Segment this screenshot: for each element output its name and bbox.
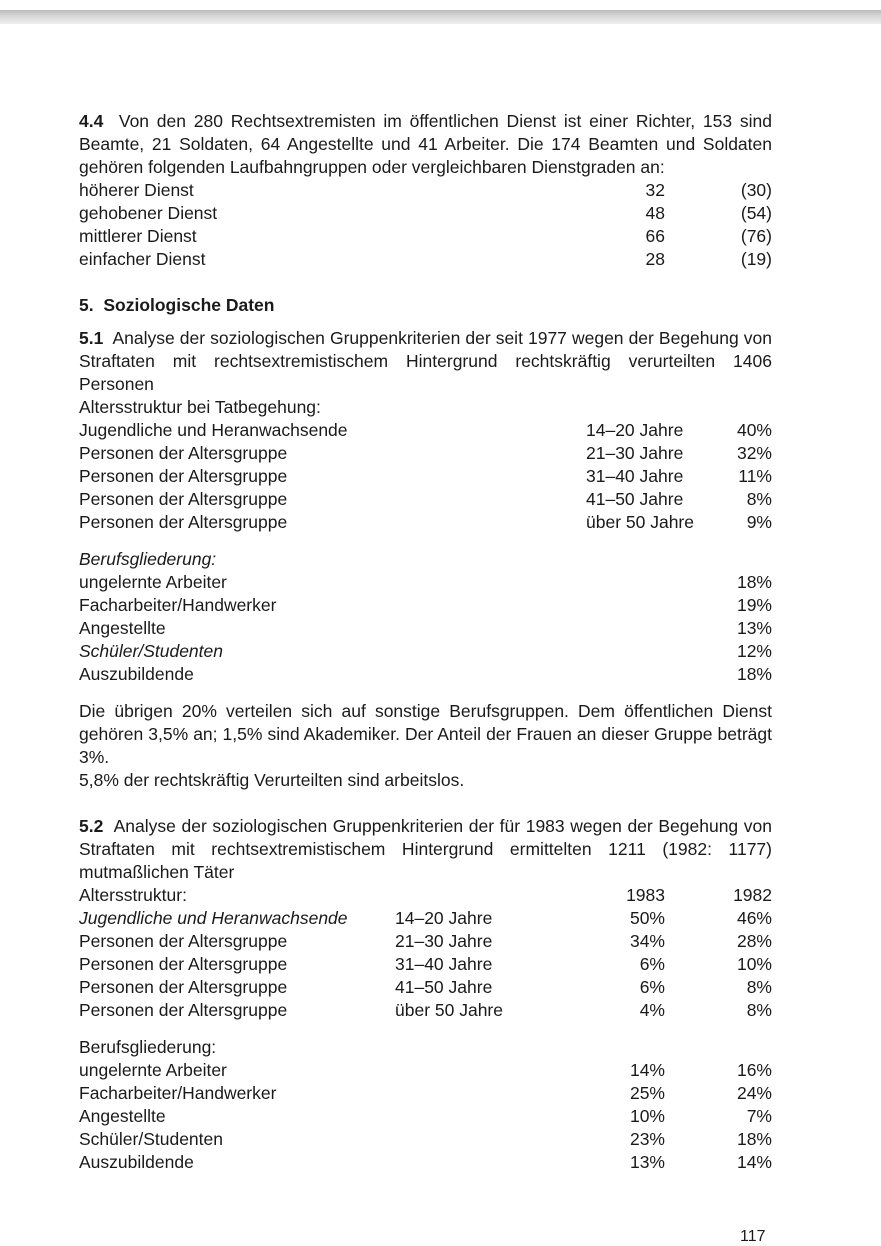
table-row — [79, 907, 772, 930]
row-label: Jugendliche und Heranwachsende — [79, 908, 348, 928]
row-label: Facharbeiter/Handwerker — [79, 1083, 277, 1103]
row-range: 21–30 Jahre — [395, 931, 493, 951]
row-label: Personen der Altersgruppe — [79, 931, 288, 951]
row-value-1983: 14% — [629, 1060, 665, 1080]
row-label: Personen der Altersgruppe — [79, 489, 288, 509]
table-row — [79, 1151, 772, 1174]
section-number: 5.2 — [79, 816, 104, 836]
occupation-table — [79, 571, 772, 686]
row-range: 31–40 Jahre — [395, 954, 493, 974]
row-value: 66 — [645, 226, 665, 246]
row-value-1982: 18% — [736, 1129, 772, 1149]
row-label: einfacher Dienst — [79, 249, 206, 269]
row-value-1982: 7% — [746, 1106, 772, 1126]
row-range: 31–40 Jahre — [586, 466, 684, 486]
row-value-1983: 50% — [629, 908, 665, 928]
row-value: 12% — [736, 641, 772, 661]
table-row — [79, 1128, 772, 1151]
row-label: Auszubildende — [79, 664, 194, 684]
row-value-1982: 46% — [736, 908, 772, 928]
row-value-1983: 23% — [629, 1129, 665, 1149]
row-value: 11% — [738, 466, 772, 486]
section-5-heading — [79, 294, 772, 317]
remaining-groups-paragraph: Die übrigen 20% verteilen sich auf sonstige Berufsgruppen. Dem öffentlichen Dienst gehören 3,5% an; 1,5% sind Akademiker. Der Anteil der Frauen an dieser Gruppe beträgt 3%. — [79, 701, 772, 767]
table-row — [79, 179, 772, 202]
occupation-title: Berufsgliederung: — [79, 549, 217, 569]
row-range: 14–20 Jahre — [395, 908, 493, 928]
section-title: Soziologische Daten — [103, 295, 275, 315]
row-range: über 50 Jahre — [395, 1000, 503, 1020]
row-value: 18% — [736, 664, 772, 684]
section-text: Analyse der soziologischen Gruppenkriterien der für 1983 wegen der Begehung von Straftaten mit rechtsextremistischem Hintergrund ermittelten 1211 (1982: 1177) mutmaßlichen Täter — [79, 816, 772, 882]
column-header-1983: 1983 — [626, 885, 665, 905]
row-value: 48 — [645, 203, 665, 223]
row-label: Angestellte — [79, 618, 166, 638]
table-row — [79, 571, 772, 594]
row-value-1982: 14% — [736, 1152, 772, 1172]
row-value-1983: 6% — [639, 977, 665, 997]
section-5-2-paragraph — [79, 815, 772, 884]
row-range: 41–50 Jahre — [586, 489, 684, 509]
row-label: ungelernte Arbeiter — [79, 572, 227, 592]
row-value: 40% — [736, 420, 772, 440]
age-structure-header — [79, 884, 772, 907]
row-value-1983: 10% — [629, 1106, 665, 1126]
row-label: höherer Dienst — [79, 180, 194, 200]
row-label: Personen der Altersgruppe — [79, 466, 288, 486]
age-structure-table — [79, 907, 772, 1022]
row-value-1983: 25% — [629, 1083, 665, 1103]
age-structure-title: Altersstruktur: — [79, 885, 187, 905]
row-value-1983: 4% — [639, 1000, 665, 1020]
row-label: Personen der Altersgruppe — [79, 1000, 288, 1020]
row-value-1982: 10% — [736, 954, 772, 974]
age-structure-table — [79, 419, 772, 534]
row-value: 19% — [736, 595, 772, 615]
occupation-title: Berufsgliederung: — [79, 1037, 217, 1057]
section-number: 5.1 — [79, 328, 104, 348]
row-value: 18% — [736, 572, 772, 592]
page-number: 117 — [740, 1228, 766, 1245]
row-label: Personen der Altersgruppe — [79, 512, 288, 532]
column-header-1982: 1982 — [733, 885, 772, 905]
section-number: 4.4 — [79, 111, 104, 131]
row-previous-value: (76) — [740, 226, 772, 246]
table-row — [79, 419, 772, 442]
row-previous-value: (19) — [740, 249, 772, 269]
table-row — [79, 594, 772, 617]
row-label: Personen der Altersgruppe — [79, 443, 288, 463]
section-5-1-paragraph — [79, 327, 772, 396]
table-row — [79, 953, 772, 976]
row-value-1982: 8% — [746, 1000, 772, 1020]
table-row — [79, 1059, 772, 1082]
row-value: 8% — [746, 489, 772, 509]
occupation-table — [79, 1059, 772, 1174]
section-text: Von den 280 Rechtsextremisten im öffentlichen Dienst ist einer Richter, 153 sind Beamte, 21 Soldaten, 64 Angestellte und 41 Arbeiter. Die 174 Beamten und Soldaten gehören folgenden Laufbahngruppen oder vergleichbaren Dienstgraden an: — [79, 111, 772, 177]
scan-edge-bar — [0, 10, 881, 24]
row-label: gehobener Dienst — [79, 203, 218, 223]
row-value: 9% — [746, 512, 772, 532]
document-page — [79, 110, 772, 1174]
row-value-1982: 8% — [746, 977, 772, 997]
row-value-1983: 13% — [629, 1152, 665, 1172]
row-value-1982: 28% — [736, 931, 772, 951]
table-row — [79, 202, 772, 225]
table-row — [79, 930, 772, 953]
row-label: Auszubildende — [79, 1152, 194, 1172]
row-value-1983: 6% — [639, 954, 665, 974]
row-value: 13% — [736, 618, 772, 638]
row-label: Personen der Altersgruppe — [79, 954, 288, 974]
row-value-1982: 24% — [736, 1083, 772, 1103]
row-value: 28 — [645, 249, 665, 269]
table-row — [79, 488, 772, 511]
row-label: Schüler/Studenten — [79, 1129, 223, 1149]
row-label: Jugendliche und Heranwachsende — [79, 420, 348, 440]
row-range: 21–30 Jahre — [586, 443, 684, 463]
row-value: 32 — [645, 180, 665, 200]
table-row — [79, 1082, 772, 1105]
table-row — [79, 663, 772, 686]
row-range: 14–20 Jahre — [586, 420, 684, 440]
age-structure-title: Altersstruktur bei Tatbegehung: — [79, 397, 321, 417]
unemployed-note: 5,8% der rechtskräftig Verurteilten sind arbeitslos. — [79, 770, 465, 790]
row-label: Facharbeiter/Handwerker — [79, 595, 277, 615]
row-label: Personen der Altersgruppe — [79, 977, 288, 997]
section-text: Analyse der soziologischen Gruppenkriterien der seit 1977 wegen der Begehung von Straftaten mit rechtsextremistischem Hintergrund rechtskräftig verurteilten 1406 Personen — [79, 328, 772, 394]
career-group-table — [79, 179, 772, 271]
row-previous-value: (54) — [740, 203, 772, 223]
row-label: mittlerer Dienst — [79, 226, 197, 246]
table-row — [79, 1105, 772, 1128]
table-row — [79, 976, 772, 999]
row-range: über 50 Jahre — [586, 512, 694, 532]
row-range: 41–50 Jahre — [395, 977, 493, 997]
section-4-4-paragraph — [79, 110, 772, 179]
row-label: Schüler/Studenten — [79, 641, 223, 661]
row-value: 32% — [736, 443, 772, 463]
table-row — [79, 465, 772, 488]
table-row — [79, 999, 772, 1022]
row-value-1982: 16% — [736, 1060, 772, 1080]
table-row — [79, 248, 772, 271]
table-row — [79, 617, 772, 640]
table-row — [79, 442, 772, 465]
table-row — [79, 225, 772, 248]
table-row — [79, 511, 772, 534]
row-previous-value: (30) — [740, 180, 772, 200]
row-value-1983: 34% — [629, 931, 665, 951]
row-label: Angestellte — [79, 1106, 166, 1126]
section-number: 5. — [79, 295, 94, 315]
row-label: ungelernte Arbeiter — [79, 1060, 227, 1080]
table-row — [79, 640, 772, 663]
